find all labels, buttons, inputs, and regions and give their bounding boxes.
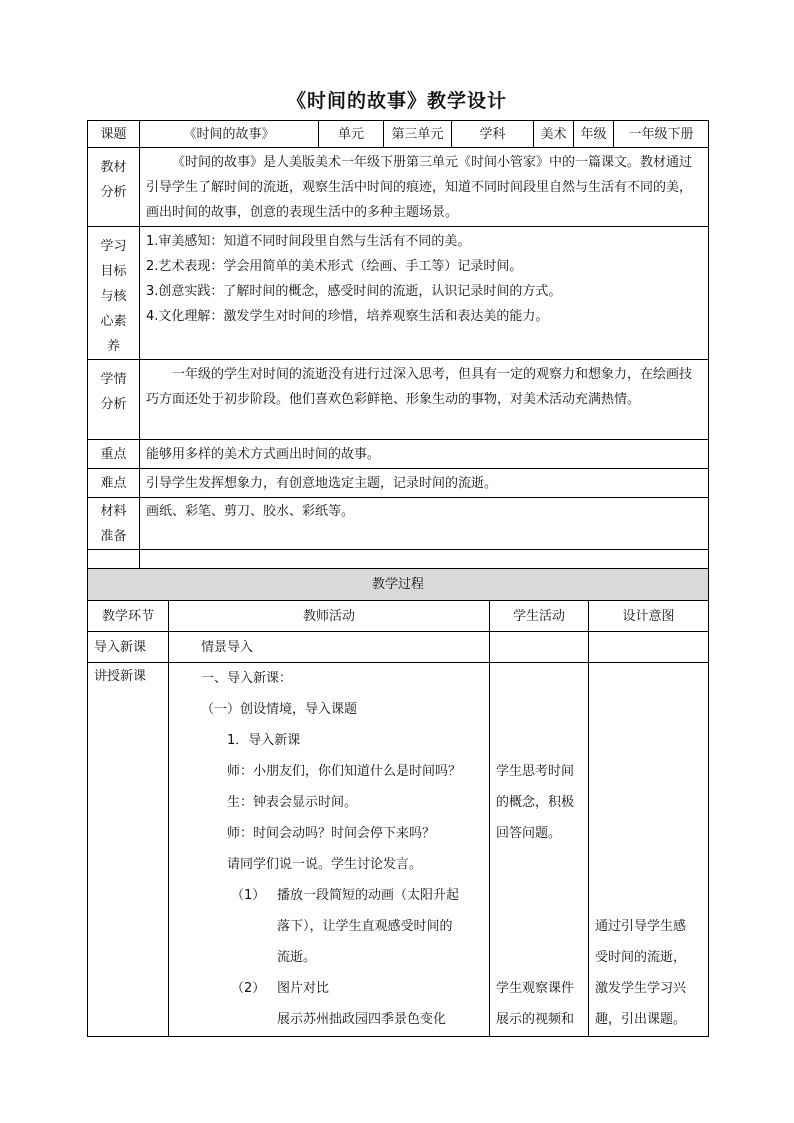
- student-line: 的概念，积极: [496, 795, 575, 810]
- teacher-line: （一）创设情境，导入课题: [201, 702, 358, 717]
- student-line: 回答问题。: [496, 826, 562, 841]
- student-activity: [490, 632, 589, 663]
- teacher-activity: 情景导入: [169, 632, 490, 663]
- stage-label: 导入新课: [88, 632, 169, 663]
- subject-value: 美术: [534, 121, 574, 148]
- intent-line: 激发学生学习兴: [595, 981, 687, 996]
- section-key-points: [88, 440, 709, 469]
- label-subject: 学科: [452, 121, 534, 148]
- objective-item: 2.艺术表现：学会用简单的美术形式（绘画、手工等）记录时间。: [146, 259, 523, 274]
- column-header: 学生活动: [490, 601, 589, 632]
- column-header: 教学环节: [88, 601, 169, 632]
- teacher-line: 师：时间会动吗？时间会停下来吗？: [227, 826, 436, 841]
- section-text: 引导学生发挥想象力，有创意地选定主题，记录时间的流逝。: [140, 469, 709, 498]
- course-value: 《时间的故事》: [140, 121, 319, 148]
- objective-item: 3.创意实践：了解时间的概念，感受时间的流逝，认识记录时间的方式。: [146, 284, 562, 299]
- objectives-list: [140, 227, 709, 360]
- teacher-step: [169, 880, 489, 911]
- process-heading: 教学过程: [88, 569, 709, 601]
- intent-line: 受时间的流逝，: [595, 950, 687, 965]
- student-line: 学生观察课件: [496, 981, 575, 996]
- section-objectives: [88, 227, 709, 360]
- grade-value: 一年级下册: [614, 121, 709, 148]
- teacher-line: 流逝。: [277, 950, 317, 965]
- document-title: 《时间的故事》教学设计: [286, 90, 507, 112]
- section-materials: [88, 498, 709, 550]
- section-text: 一年级的学生对时间的流逝没有进行过深入思考，但具有一定的观察力和想象力，在绘画技巧方面还处于初步阶段。他们喜欢色彩鲜艳、形象生动的事物，对美术活动充满热情。: [140, 360, 709, 440]
- label-unit: 单元: [319, 121, 384, 148]
- objective-item: 4.文化理解：激发学生对时间的珍惜，培养观察生活和表达美的能力。: [146, 309, 549, 324]
- step-number: （2）: [231, 981, 266, 996]
- teacher-line: 展示苏州拙政园四季景色变化: [277, 1012, 447, 1027]
- label-course: 课题: [88, 121, 140, 148]
- teacher-step: [169, 973, 489, 1004]
- label-grade: 年级: [574, 121, 614, 148]
- intro-row: [88, 632, 709, 663]
- stage-label: 讲授新课: [88, 663, 169, 1037]
- process-table: [87, 568, 709, 1037]
- teacher-line: 师：小朋友们，你们知道什么是时间吗？: [227, 764, 462, 779]
- student-activity: [490, 663, 589, 1037]
- section-text: 画纸、彩笔、剪刀、胶水、彩纸等。: [140, 498, 709, 550]
- design-intent: [589, 632, 709, 663]
- student-line: 学生思考时间: [496, 764, 575, 779]
- process-columns-row: [88, 601, 709, 632]
- design-intent: [589, 663, 709, 1037]
- section-label: 难点: [88, 469, 140, 498]
- teacher-line: 1．导入新课: [227, 733, 301, 748]
- intent-line: 通过引导学生感: [595, 919, 687, 934]
- main-row: [88, 663, 709, 1037]
- teacher-line: 图片对比: [277, 981, 330, 996]
- section-difficulties: [88, 469, 709, 498]
- student-line: 展示的视频和: [496, 1012, 575, 1027]
- section-label: 重点: [88, 440, 140, 469]
- section-textbook-analysis: [88, 148, 709, 227]
- section-label: 材料准备: [88, 498, 140, 550]
- step-number: （1）: [231, 888, 266, 903]
- section-student-analysis: [88, 360, 709, 440]
- column-header: 设计意图: [589, 601, 709, 632]
- unit-value: 第三单元: [384, 121, 452, 148]
- teacher-line: 生：钟表会显示时间。: [227, 795, 358, 810]
- teacher-line: 播放一段简短的动画（太阳升起: [277, 888, 460, 903]
- teacher-line: 一、导入新课：: [201, 671, 293, 686]
- info-row: [88, 121, 709, 148]
- section-label: 教材分析: [88, 148, 140, 227]
- intent-line: 趣，引出课题。: [595, 1012, 687, 1027]
- section-label: 学情分析: [88, 360, 140, 440]
- teacher-line: 请同学们说一说。学生讨论发言。: [227, 857, 423, 872]
- info-table: [87, 120, 709, 577]
- objective-item: 1.审美感知：知道不同时间段里自然与生活有不同的美。: [146, 234, 471, 249]
- section-label: 学习目标与核心素养: [88, 227, 140, 360]
- column-header: 教师活动: [169, 601, 490, 632]
- teacher-activity: [169, 663, 490, 1037]
- section-text: 能够用多样的美术方式画出时间的故事。: [140, 440, 709, 469]
- process-heading-row: [88, 569, 709, 601]
- section-text: 《时间的故事》是人美版美术一年级下册第三单元《时间小管家》中的一篇课文。教材通过引导学生了解时间的流逝，观察生活中时间的痕迹，知道不同时间段里自然与生活有不同的美，画出时间的故事，创意的表现生活中的多种主题场景。: [140, 148, 709, 227]
- teacher-line: 落下），让学生直观感受时间的: [277, 919, 453, 934]
